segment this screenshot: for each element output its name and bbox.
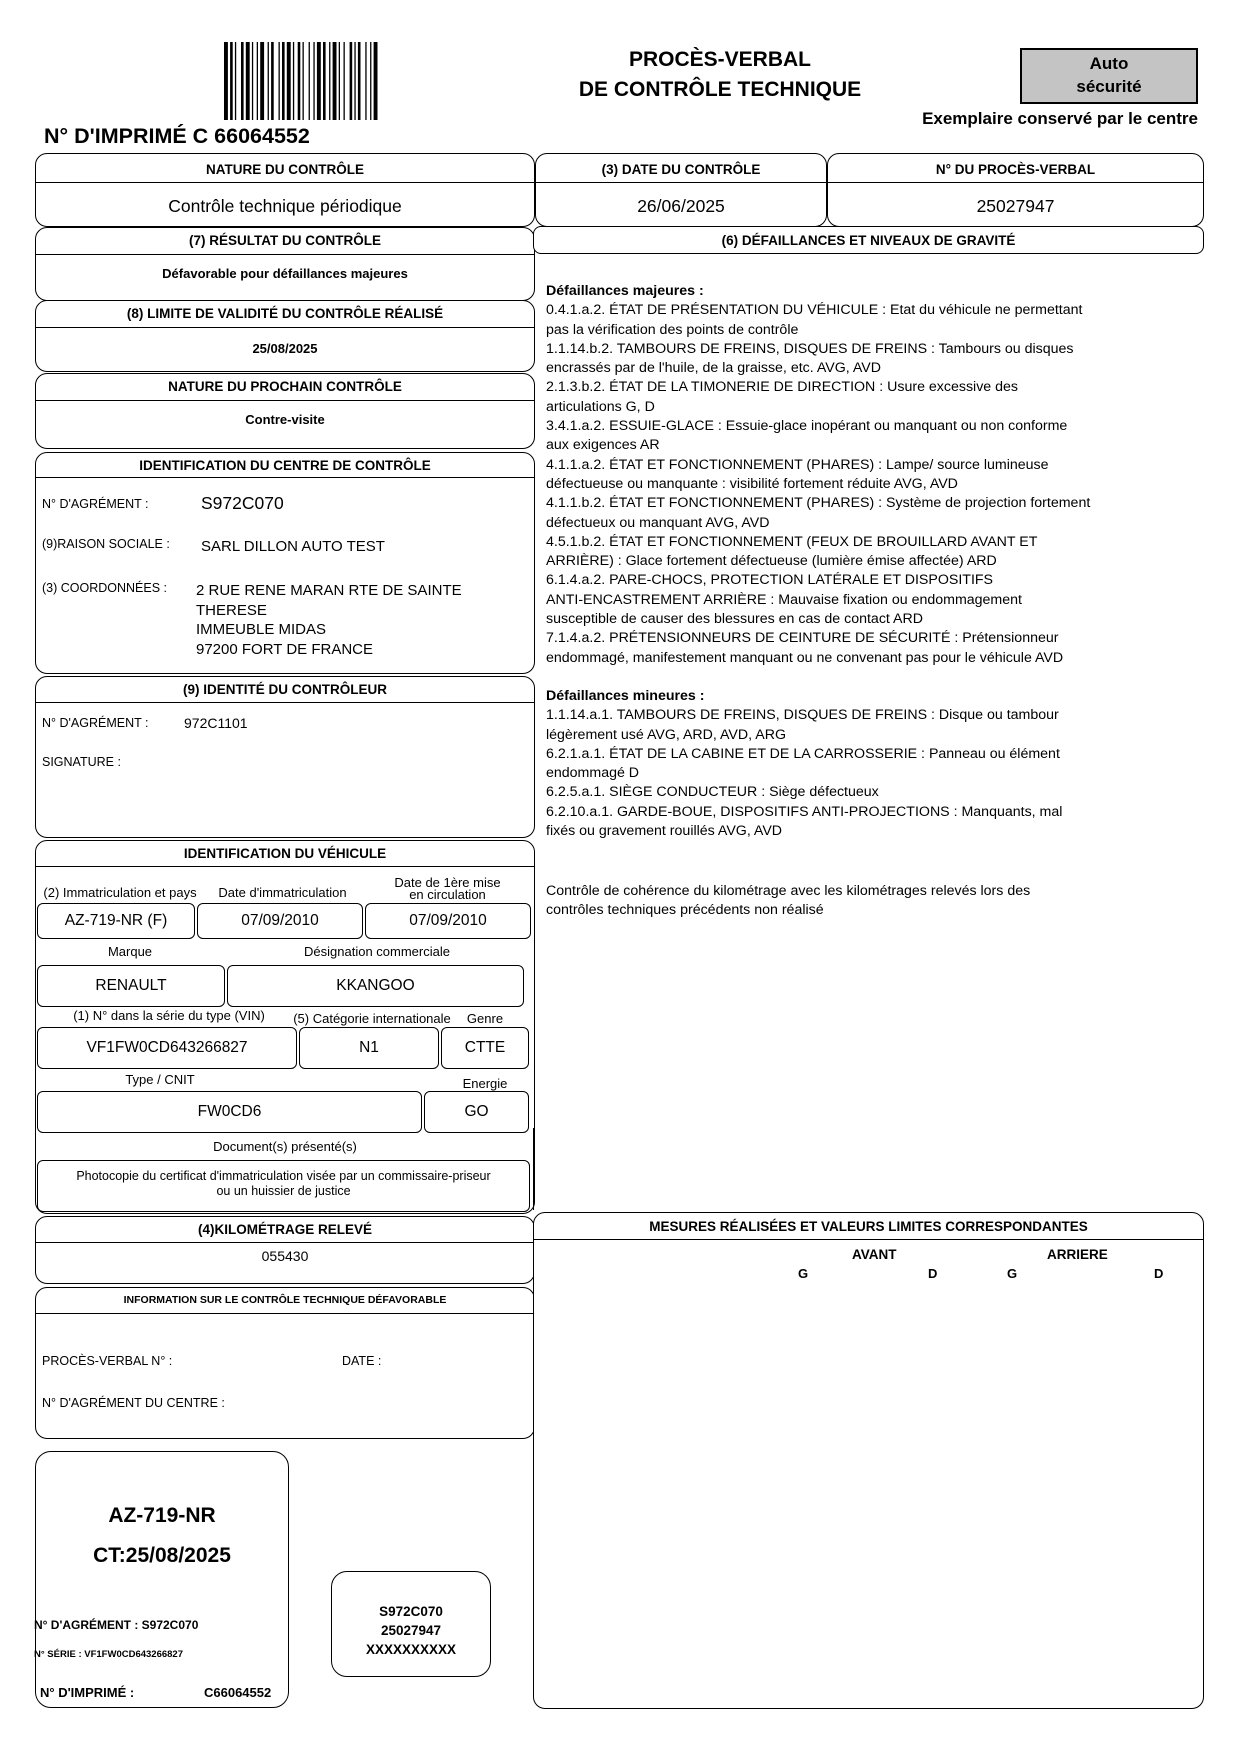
barcode-bar — [279, 42, 280, 120]
defect-line: 1.1.14.b.2. TAMBOURS DE FREINS, DISQUES DE FREINS : Tambours ou disques — [546, 340, 1074, 357]
centre-coord-label: (3) COORDONNÉES : — [42, 581, 168, 595]
vin-label: (1) N° dans la série du type (VIN) — [73, 1008, 265, 1023]
centre-agrement-label: N° D'AGRÉMENT : — [42, 497, 149, 511]
barcode-bar — [260, 42, 264, 120]
barcode-bar — [230, 42, 233, 120]
categorie-field: N1 — [299, 1027, 439, 1069]
barcode-bar — [374, 42, 378, 120]
immat-label: (2) Immatriculation et pays — [43, 885, 197, 900]
centre-label: IDENTIFICATION DU CENTRE DE CONTRÔLE — [139, 458, 431, 473]
defect-line: 0.4.1.a.2. ÉTAT DE PRÉSENTATION DU VÉHICULE : Etat du véhicule ne permettant — [546, 302, 1083, 319]
barcode-bar — [252, 42, 253, 120]
result-label: (7) RÉSULTAT DU CONTRÔLE — [189, 233, 381, 248]
major-defects-list — [546, 301, 1196, 668]
defect-line: ANTI-ENCASTREMENT ARRIÈRE : Mauvaise fixation ou endommagement — [546, 591, 1022, 608]
date-value: 26/06/2025 — [637, 196, 725, 216]
barcode-bar — [329, 42, 330, 120]
barcode-bar — [339, 42, 340, 120]
coord-line: IMMEUBLE MIDAS — [196, 621, 327, 638]
sticker-imprime-value: C66064552 — [204, 1685, 272, 1700]
result-box — [35, 227, 535, 301]
nature-label: NATURE DU CONTRÔLE — [206, 162, 364, 177]
barcode-bar — [358, 42, 361, 120]
stamp-line3: XXXXXXXXXX — [365, 1642, 457, 1657]
barcode-bar — [246, 42, 250, 120]
pv-label: N° DU PROCÈS-VERBAL — [935, 162, 1096, 177]
defect-line: aux exigences AR — [546, 437, 660, 454]
note-line: Contrôle de cohérence du kilométrage avec les kilométrages relevés lors des — [546, 883, 1031, 899]
copy-note: Exemplaire conservé par le centre — [922, 109, 1198, 128]
major-defects-title: Défaillances majeures : — [546, 283, 704, 299]
marque-field: RENAULT — [37, 965, 225, 1007]
first-circ-field: 07/09/2010 — [365, 903, 531, 939]
defect-line: 6.2.10.a.1. GARDE-BOUE, DISPOSITIFS ANTI-PROJECTIONS : Manquants, mal — [546, 803, 1063, 820]
page-title-line2: DE CONTRÔLE TECHNIQUE — [578, 78, 862, 101]
next-control-label: NATURE DU PROCHAIN CONTRÔLE — [168, 379, 402, 394]
minor-defects-list — [546, 706, 1196, 841]
mileage-value: 055430 — [261, 1248, 309, 1264]
barcode-bar — [354, 42, 355, 120]
nature-value: Contrôle technique périodique — [168, 196, 402, 216]
centre-raison-label: (9)RAISON SOCIALE : — [42, 537, 170, 551]
date-immat-label: Date d'immatriculation — [218, 885, 347, 900]
barcode — [222, 42, 424, 120]
pv-value: 25027947 — [976, 196, 1055, 216]
designation-label: Désignation commerciale — [304, 944, 450, 959]
coord-line: 97200 FORT DE FRANCE — [196, 640, 374, 658]
centre-box — [35, 452, 535, 674]
barcode-bar — [303, 42, 304, 120]
defect-line: 4.1.1.a.2. ÉTAT ET FONCTIONNEMENT (PHARES) : Lampe/ source lumineuse — [546, 456, 1049, 473]
energie-label: Energie — [462, 1076, 508, 1091]
barcode-bar — [241, 42, 244, 120]
mileage-box — [35, 1216, 535, 1284]
type-field: FW0CD6 — [37, 1091, 422, 1133]
measures-box — [533, 1212, 1204, 1709]
barcode-bar — [282, 42, 285, 120]
sticker-imprime-label: N° D'IMPRIMÉ : — [40, 1685, 135, 1700]
barcode-bar — [271, 42, 274, 120]
barcode-bar — [323, 42, 326, 120]
barcode-bar — [350, 42, 353, 120]
defect-line: fixés ou gravement rouillés AVG, AVD — [546, 823, 783, 840]
first-circ-label-1: Date de 1ère mise — [394, 875, 501, 890]
measures-rear-d: D — [1154, 1266, 1164, 1281]
signature-label: SIGNATURE : — [42, 755, 121, 769]
defects-header-box — [533, 226, 1204, 254]
unfavorable-label: INFORMATION SUR LE CONTRÔLE TECHNIQUE DÉFAVORABLE — [123, 1294, 447, 1306]
controller-box — [35, 676, 535, 838]
sticker-plate: AZ-719-NR — [108, 1504, 216, 1527]
energie-field: GO — [424, 1091, 529, 1133]
defect-line: défectueux ou manquant AVG, AVD — [546, 514, 770, 531]
defect-line: pas la vérification des points de contrôle — [546, 321, 799, 338]
unfavorable-pv-label: PROCÈS-VERBAL N° : — [42, 1354, 173, 1368]
date-immat-field: 07/09/2010 — [197, 903, 363, 939]
unfavorable-box — [35, 1287, 535, 1439]
validity-label: (8) LIMITE DE VALIDITÉ DU CONTRÔLE RÉALISÉ — [126, 306, 444, 321]
defect-line: endommagé D — [546, 765, 640, 782]
stamp-line1: S972C070 — [379, 1604, 443, 1619]
date-box — [535, 153, 827, 227]
designation-field: KKANGOO — [227, 965, 524, 1007]
date-label: (3) DATE DU CONTRÔLE — [601, 162, 761, 177]
documents-field — [37, 1160, 530, 1212]
mileage-label: (4)KILOMÉTRAGE RELEVÉ — [197, 1222, 372, 1237]
result-value: Défavorable pour défaillances majeures — [162, 266, 408, 281]
badge-line1: Auto — [1089, 54, 1129, 73]
defect-line: endommagé, manifestement manquant ou ne convenant pas pour le véhicule AVD — [546, 649, 1064, 666]
documents-label: Document(s) présenté(s) — [213, 1139, 357, 1154]
next-control-box — [35, 373, 535, 449]
genre-field: CTTE — [441, 1027, 529, 1069]
defect-line: 6.2.5.a.1. SIÈGE CONDUCTEUR : Siège défectueux — [546, 784, 879, 801]
first-circ-label-2: en circulation — [409, 887, 486, 902]
next-control-value: Contre-visite — [245, 412, 325, 427]
documents-line2: ou un huissier de justice — [216, 1184, 351, 1198]
minor-defects-title: Défaillances mineures : — [546, 687, 705, 704]
barcode-bar — [224, 42, 228, 120]
barcode-bar — [317, 42, 321, 120]
defect-line: 6.1.4.a.2. PARE-CHOCS, PROTECTION LATÉRALE ET DISPOSITIFS — [546, 572, 994, 589]
barcode-bar — [287, 42, 291, 120]
defect-line: 7.1.4.a.2. PRÉTENSIONNEURS DE CEINTURE DE SÉCURITÉ : Prétensionneur — [546, 630, 1059, 647]
barcode-bar — [309, 42, 310, 120]
auto-securite-badge — [1020, 48, 1198, 104]
barcode-bar — [365, 42, 366, 120]
barcode-bar — [235, 42, 236, 120]
barcode-bar — [313, 42, 314, 120]
measures-front-d: D — [928, 1266, 938, 1281]
unfavorable-date-label: DATE : — [342, 1354, 382, 1368]
defect-line: légèrement usé AVG, ARD, AVD, ARG — [546, 726, 786, 743]
validity-box — [35, 300, 535, 372]
controller-label: (9) IDENTITÉ DU CONTRÔLEUR — [183, 682, 387, 697]
defects-left-rule — [533, 1128, 534, 1210]
measures-rear-label: ARRIERE — [1047, 1247, 1108, 1262]
defect-line: ARRIÈRE) : Glace fortement défectueuse (lumière émise affectée) ARD — [546, 553, 997, 570]
measures-front-g: G — [798, 1266, 809, 1281]
centre-agrement-value: S972C070 — [201, 493, 284, 513]
coord-line: THERESE — [196, 601, 267, 619]
defects-label: (6) DÉFAILLANCES ET NIVEAUX DE GRAVITÉ — [721, 233, 1016, 248]
defect-line: 3.4.1.a.2. ESSUIE-GLACE : Essuie-glace inopérant ou manquant ou non conforme — [546, 418, 1068, 435]
defect-line: 2.1.3.b.2. ÉTAT DE LA TIMONERIE DE DIRECTION : Usure excessive des — [546, 379, 1019, 396]
immat-field: AZ-719-NR (F) — [37, 903, 195, 939]
centre-raison-value: SARL DILLON AUTO TEST — [201, 538, 385, 555]
barcode-bar — [257, 42, 258, 120]
barcode-bar — [268, 42, 269, 120]
type-label: Type / CNIT — [125, 1072, 195, 1087]
unfavorable-agrement-label: N° D'AGRÉMENT DU CENTRE : — [42, 1396, 225, 1410]
measures-front-label: AVANT — [852, 1247, 897, 1262]
barcode-bar — [333, 42, 337, 120]
ct-sticker — [35, 1451, 289, 1708]
sticker-agrement: N° D'AGRÉMENT : S972C070 — [34, 1618, 199, 1632]
print-number: N° D'IMPRIMÉ C 66064552 — [44, 124, 310, 148]
barcode-bar — [370, 42, 371, 120]
sticker-serie: N° SÉRIE : VF1FW0CD643266827 — [34, 1649, 183, 1660]
centre-stamp — [331, 1571, 491, 1677]
marque-label: Marque — [107, 944, 153, 959]
vin-field: VF1FW0CD643266827 — [37, 1027, 297, 1069]
centre-coord-lines — [196, 581, 462, 659]
defect-line: 4.1.1.b.2. ÉTAT ET FONCTIONNEMENT (PHARES) : Système de projection fortement — [546, 495, 1091, 512]
validity-value: 25/08/2025 — [252, 341, 318, 356]
note-line: contrôles techniques précédents non réalisé — [546, 902, 824, 919]
defect-line: 6.2.1.a.1. ÉTAT DE LA CABINE ET DE LA CARROSSERIE : Panneau ou élément — [546, 745, 1060, 762]
measures-rear-g: G — [1007, 1266, 1018, 1281]
nature-box — [35, 153, 535, 227]
vehicle-label: IDENTIFICATION DU VÉHICULE — [183, 846, 387, 861]
badge-line2: sécurité — [1076, 77, 1142, 96]
controller-agrement-label: N° D'AGRÉMENT : — [42, 716, 149, 730]
defects-content — [546, 282, 1196, 841]
barcode-bar — [293, 42, 294, 120]
page-title-line1: PROCÈS-VERBAL — [628, 48, 812, 71]
defect-line: articulations G, D — [546, 398, 655, 415]
sticker-ct: CT:25/08/2025 — [93, 1544, 231, 1567]
stamp-line2: 25027947 — [380, 1623, 442, 1638]
controller-agrement-value: 972C1101 — [184, 715, 248, 731]
genre-label: Genre — [466, 1011, 504, 1026]
coord-line: 2 RUE RENE MARAN RTE DE SAINTE — [196, 582, 462, 599]
defect-line: 4.5.1.b.2. ÉTAT ET FONCTIONNEMENT (FEUX DE BROUILLARD AVANT ET — [546, 533, 1038, 550]
defect-line: défectueuse ou manquante : visibilité fortement réduite AVG, AVD — [546, 475, 958, 492]
categorie-label: (5) Catégorie internationale — [293, 1011, 451, 1026]
measures-label: MESURES RÉALISÉES ET VALEURS LIMITES CORRESPONDANTES — [649, 1219, 1088, 1234]
barcode-bar — [344, 42, 345, 120]
barcode-bar — [298, 42, 301, 120]
mileage-coherence-note — [546, 882, 1196, 921]
defect-line: susceptible de causer des blessures en cas de contact ARD — [546, 611, 923, 628]
pv-box — [827, 153, 1204, 227]
documents-line1: Photocopie du certificat d'immatriculation visée par un commissaire-priseur — [76, 1169, 491, 1183]
defect-line: encrassés par de l'huile, de la graisse, etc. AVG, AVD — [546, 360, 881, 377]
defect-line: 1.1.14.a.1. TAMBOURS DE FREINS, DISQUES DE FREINS : Disque ou tambour — [546, 707, 1059, 724]
